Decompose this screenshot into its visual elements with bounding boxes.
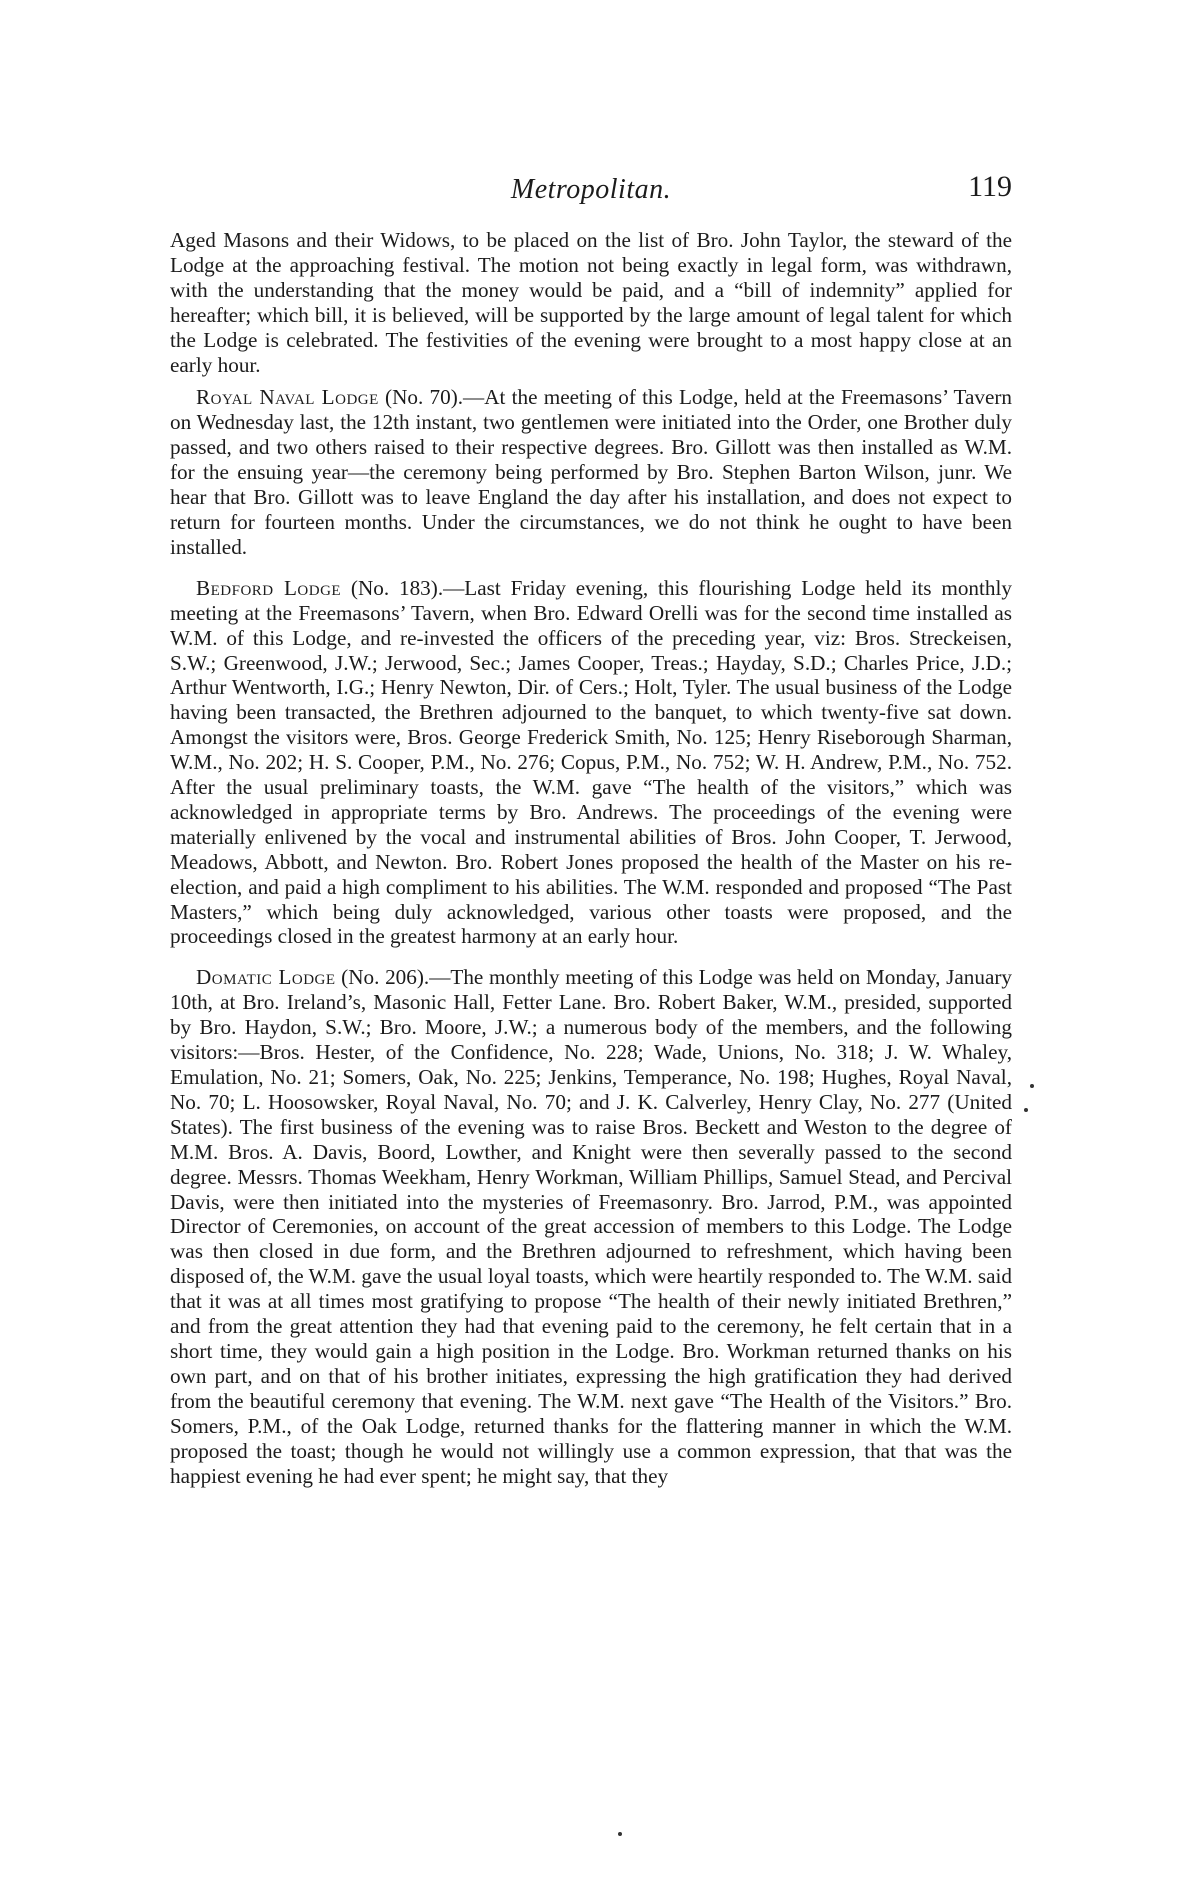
article-body [170,228,1012,1496]
paragraph-bedford-lodge [170,576,1012,950]
paragraph-royal-naval-lodge [170,385,1012,559]
page-header [170,170,1012,214]
page-number: 119 [968,170,1012,203]
lodge-name-heading: Royal Naval Lodge [196,385,379,410]
margin-speck [1030,1084,1034,1088]
paragraph-text: (No. 206).—The monthly meeting of this Lodge was held on Monday, January 10th, at Bro. Ireland’s, Masonic Hall, Fetter Lane. Bro. Robert Baker, W.M., presided, supported by Bro. Haydon, S.W.; Bro. Moore, J.W.; a numerous body of the members, and the following visitors:—Bros. Hester, of the Confidence, No. 228; Wade, Unions, No. 318; J. W. Whaley, Emulation, No. 21; Somers, Oak, No. 225; Jenkins, Temperance, No. 198; Hughes, Royal Naval, No. 70; L. Hoosowsker, Royal Naval, No. 70; and J. K. Calverley, Henry Clay, No. 277 (United States). The first business of the evening was to raise Bros. Beckett and Weston to the degree of M.M. Bros. A. Davis, Boord, Lowther, and Knight were then severally passed to the second degree. Messrs. Thomas Weekham, Henry Workman, William Phillips, Samuel Stead, and Percival Davis, were then initiated into the mysteries of Freemasonry. Bro. Jarrod, P.M., was appointed Director of Ceremonies, on account of the great accession of members to this Lodge. The Lodge was then closed in due form, and the Brethren adjourned to refreshment, which having been disposed of, the W.M. gave the usual loyal toasts, which were heartily responded to. The W.M. said that it was at all times most gratifying to propose “The health of their newly initiated Brethren,” and from the great attention they had that evening paid to the ceremony, he felt certain that in a short time, they would gain a high position in the Lodge. Bro. Workman returned thanks on his own part, and on that of his brother initiates, expressing the high gratification they had derived from the beautiful ceremony that evening. The W.M. next gave “The Health of the Visitors.” Bro. Somers, P.M., of the Oak Lodge, returned thanks for the flattering manner in which the W.M. proposed the toast; though he would not willingly use a common expression, that that was the happiest evening he had ever spent; he might say, that they [170,965,1012,1488]
margin-speck [1024,1108,1028,1112]
paragraph-text: Aged Masons and their Widows, to be placed on the list of Bro. John Taylor, the steward of the Lodge at the approaching festival. The motion not being exactly in legal form, was withdrawn, with the understanding that the money would be paid, and a “bill of indemnity” applied for hereafter; which bill, it is believed, will be supported by the large amount of legal talent for which the Lodge is celebrated. The festivities of the evening were brought to a most happy close at an early hour. [170,228,1012,377]
lodge-name-heading: Domatic Lodge [196,965,336,990]
paragraph-text: (No. 183).—Last Friday evening, this flourishing Lodge held its monthly meeting at the Freemasons’ Tavern, when Bro. Edward Orelli was for the second time installed as W.M. of this Lodge, and re-invested the officers of the preceding year, viz: Bros. Streckeisen, S.W.; Greenwood, J.W.; Jerwood, Sec.; James Cooper, Treas.; Hayday, S.D.; Charles Price, J.D.; Arthur Wentworth, I.G.; Henry Newton, Dir. of Cers.; Holt, Tyler. The usual business of the Lodge having been transacted, the Brethren adjourned to the banquet, to which twenty-five sat down. Amongst the visitors were, Bros. George Frederick Smith, No. 125; Henry Riseborough Sharman, W.M., No. 202; H. S. Cooper, P.M., No. 276; Copus, P.M., No. 752; W. H. Andrew, P.M., No. 752. After the usual preliminary toasts, the W.M. gave “The health of the visitors,” which was acknowledged in appropriate terms by Bro. Andrews. The proceedings of the evening were materially enlivened by the vocal and instrumental abilities of Bros. John Cooper, T. Jerwood, Meadows, Abbott, and Newton. Bro. Robert Jones proposed the health of the Master on his re-election, and paid a high compliment to his abilities. The W.M. responded and proposed “The Past Masters,” which being duly acknowledged, various other toasts were proposed, and the proceedings closed in the greatest harmony at an early hour. [170,575,1012,949]
page-speck [618,1832,622,1836]
paragraph-continuation [170,228,1012,377]
running-title: Metropolitan. [510,174,672,205]
lodge-name-heading: Bedford Lodge [196,575,342,600]
paragraph-text: (No. 70).—At the meeting of this Lodge, held at the Freemasons’ Tavern on Wednesday last, the 12th instant, two gentlemen were initiated into the Order, one Brother duly passed, and two others raised to their respective degrees. Bro. Gillott was then installed as W.M. for the ensuing year—the ceremony being performed by Bro. Stephen Barton Wilson, junr. We hear that Bro. Gillott was to leave England the day after his installation, and does not expect to return for fourteen months. Under the circumstances, we do not think he ought to have been installed. [170,385,1012,559]
paragraph-domatic-lodge [170,965,1012,1488]
